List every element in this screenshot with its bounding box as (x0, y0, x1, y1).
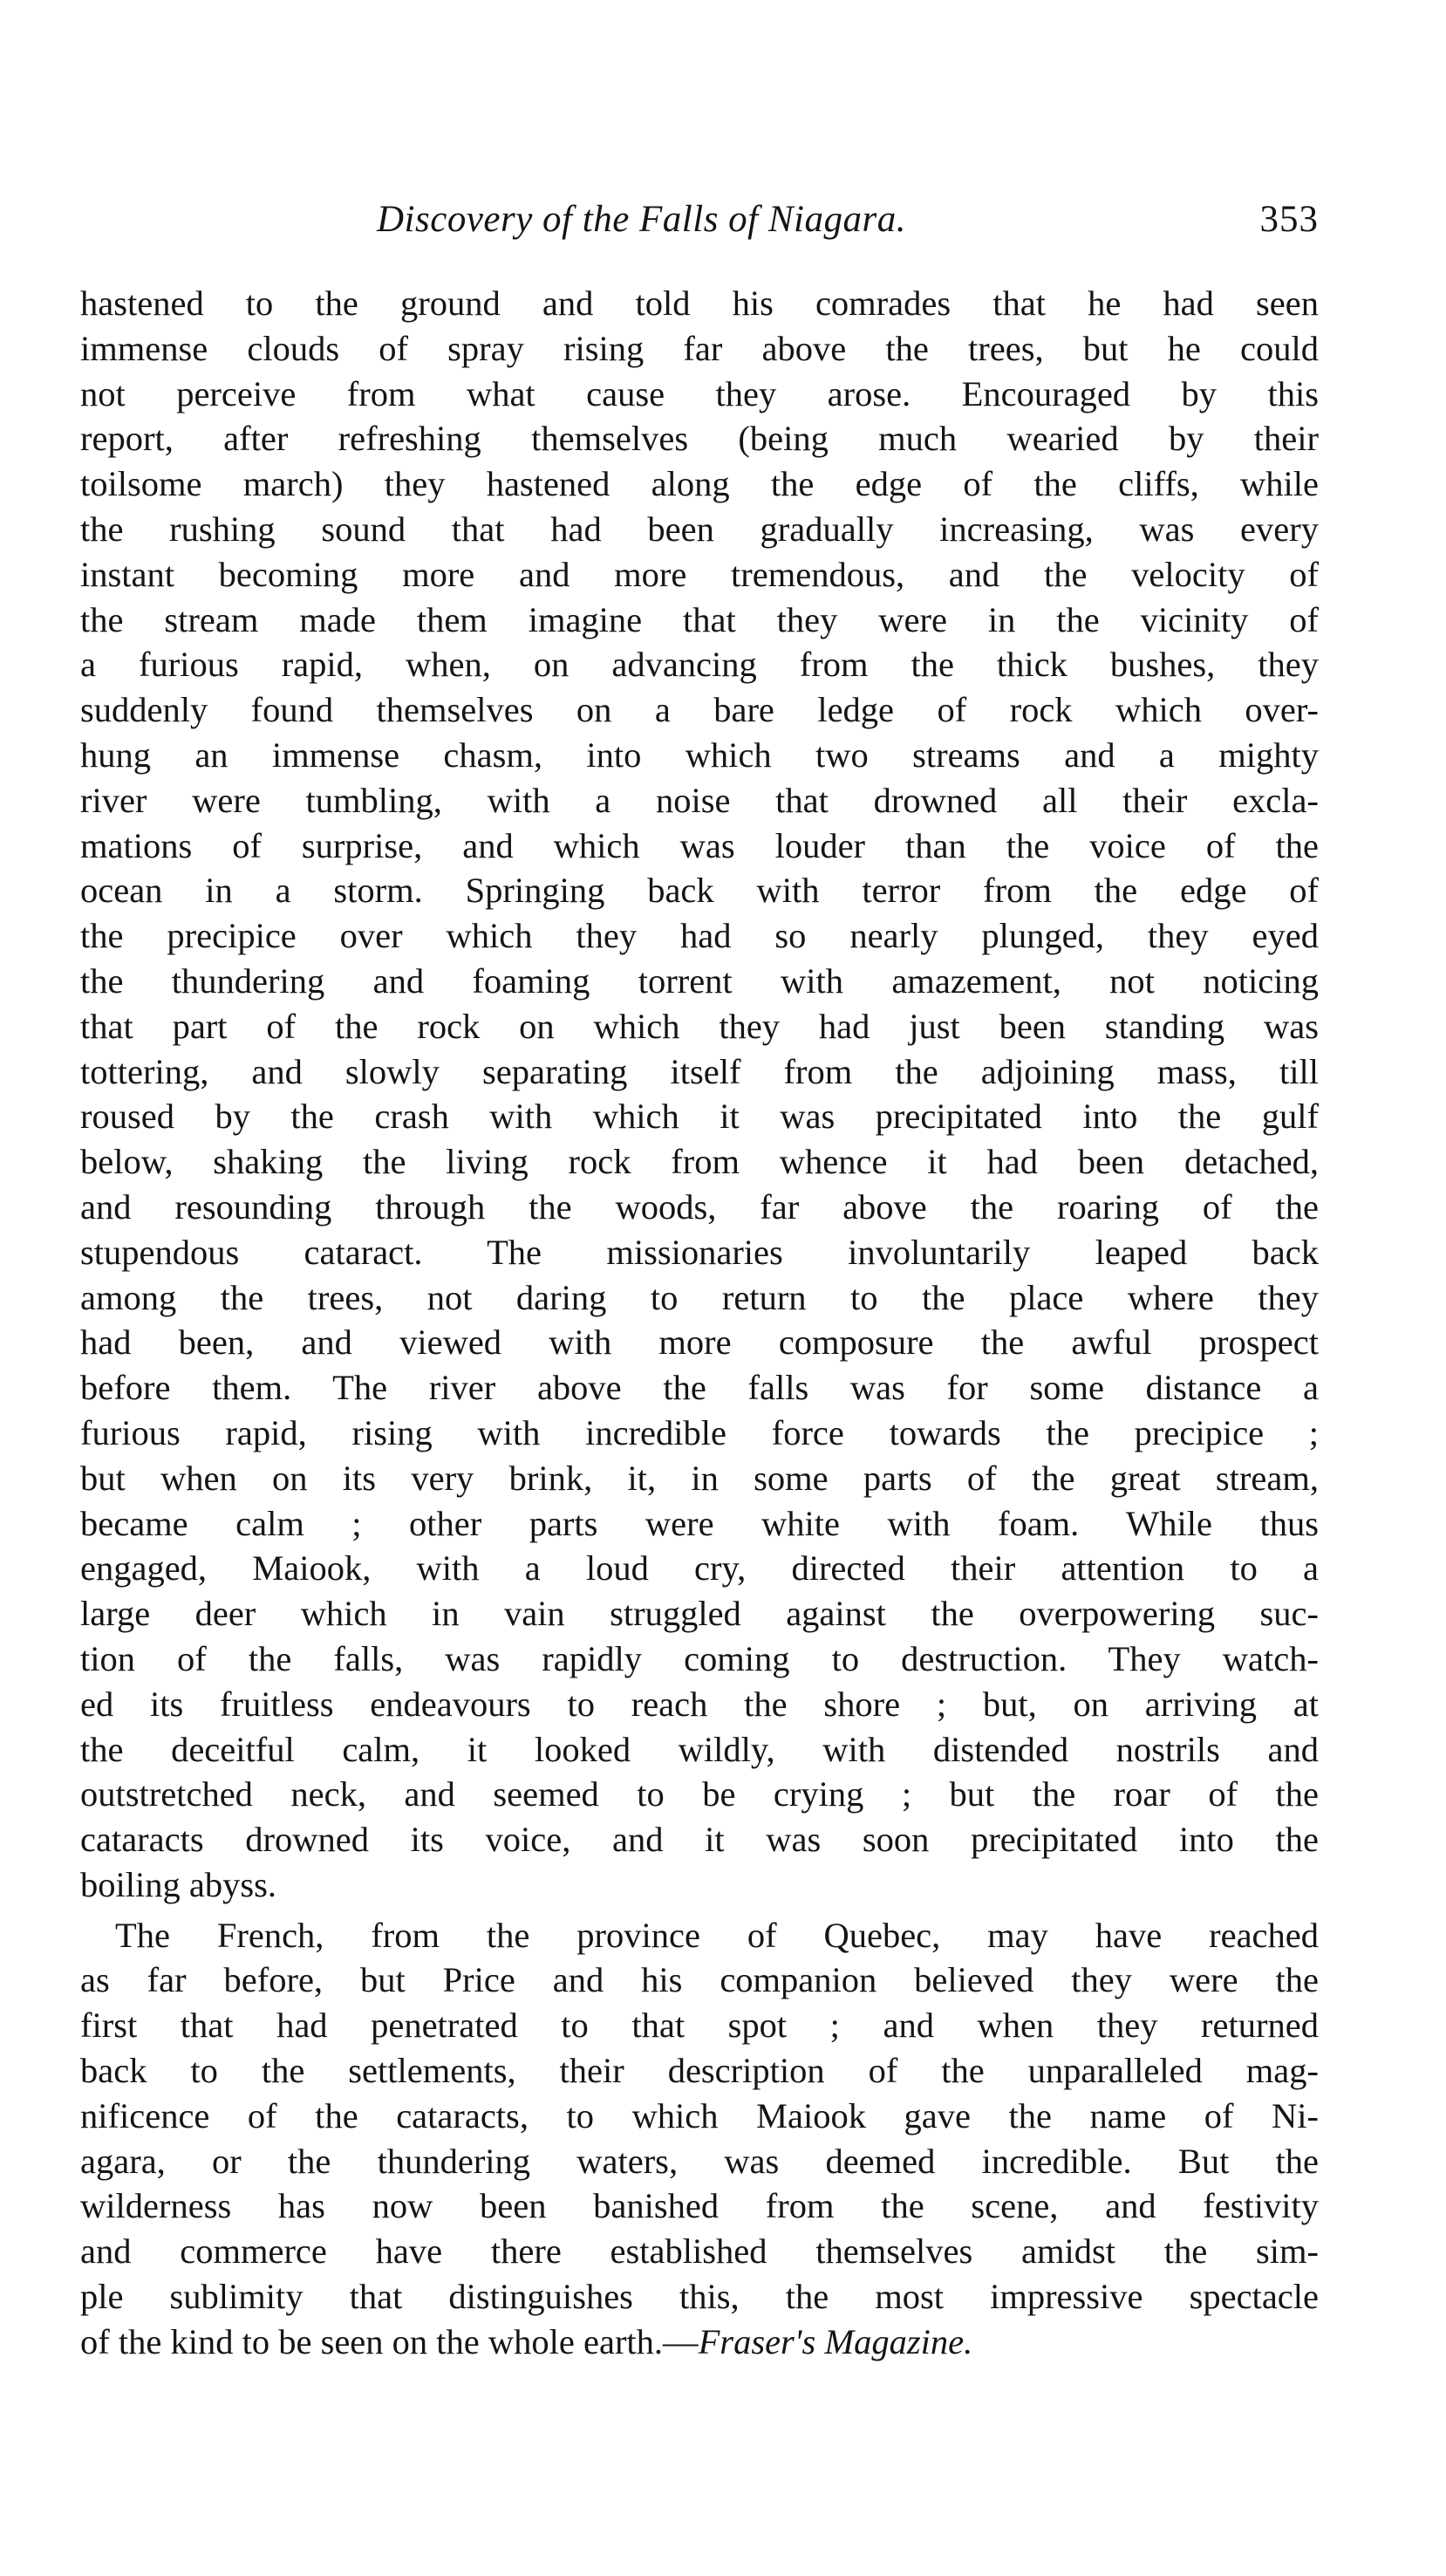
text-line: and resounding through the woods, far above the roaring of the (80, 1186, 1319, 1227)
text-line: and commerce have there established themselves amidst the sim- (80, 2231, 1319, 2272)
text-line: the precipice over which they had so nearly plunged, they eyed (80, 916, 1319, 956)
source-citation: Fraser's Magazine. (698, 2321, 973, 2361)
text-line: the rushing sound that had been gradually increasing, was every (80, 509, 1319, 549)
text-line: before them. The river above the falls was for some distance a (80, 1368, 1319, 1408)
page-number: 353 (1259, 199, 1319, 240)
text-line: mations of surprise, and which was louder than the voice of the (80, 825, 1319, 865)
text-line: not perceive from what cause they arose. Encouraged by this (80, 373, 1319, 413)
text-line: wilderness has now been banished from the scene, and festivity (80, 2186, 1319, 2226)
text-line: river were tumbling, with a noise that drowned all their excla- (80, 780, 1319, 820)
text-line: became calm ; other parts were white with foam. While thus (80, 1503, 1319, 1543)
text-line: the stream made them imagine that they were in the vicinity of (80, 599, 1319, 639)
text-line: the thundering and foaming torrent with amazement, not noticing (80, 960, 1319, 1001)
text-line: instant becoming more and more tremendous, and the velocity of (80, 554, 1319, 594)
text-line: back to the settlements, their description of the unparalleled mag- (80, 2051, 1319, 2091)
body-text (80, 281, 1319, 2365)
paragraph-1 (80, 281, 1319, 1908)
text-line: outstretched neck, and seemed to be crying ; but the roar of the (80, 1774, 1319, 1814)
text-line: had been, and viewed with more composure the awful prospect (80, 1322, 1319, 1363)
text-line: nificence of the cataracts, to which Maiook gave the name of Ni- (80, 2095, 1319, 2135)
text-line: tottering, and slowly separating itself from the adjoining mass, till (80, 1051, 1319, 1091)
text-line: large deer which in vain struggled against the overpowering suc- (80, 1594, 1319, 1634)
text-line: engaged, Maiook, with a loud cry, directed their attention to a (80, 1548, 1319, 1589)
text-line: furious rapid, rising with incredible force towards the precipice ; (80, 1412, 1319, 1452)
text-line: ed its fruitless endeavours to reach the shore ; but, on arriving at (80, 1684, 1319, 1724)
text-line: roused by the crash with which it was precipitated into the gulf (80, 1097, 1319, 1137)
paragraph-2 (80, 1913, 1319, 2365)
text-line: cataracts drowned its voice, and it was soon precipitated into the (80, 1820, 1319, 1860)
text-line: tion of the falls, was rapidly coming to destruction. They watch- (80, 1638, 1319, 1678)
text-line: boiling abyss. (80, 1864, 277, 1904)
page (80, 194, 1319, 2365)
running-head (80, 194, 1319, 246)
text-line: first that had penetrated to that spot ; and when they returned (80, 2005, 1319, 2046)
text-line: immense clouds of spray rising far above the trees, but he could (80, 328, 1319, 368)
text-line: ple sublimity that distinguishes this, the most impressive spectacle (80, 2277, 1319, 2317)
text-line: that part of the rock on which they had just been standing was (80, 1006, 1319, 1046)
text-line: a furious rapid, when, on advancing from the thick bushes, they (80, 645, 1319, 685)
text-line: report, after refreshing themselves (being much wearied by their (80, 419, 1319, 459)
text-line: below, shaking the living rock from whence it had been detached, (80, 1142, 1319, 1182)
text-line: among the trees, not daring to return to the place where they (80, 1277, 1319, 1317)
text-line: The French, from the province of Quebec, may have reached (115, 1915, 1319, 1955)
text-line: toilsome march) they hastened along the edge of the cliffs, while (80, 464, 1319, 504)
text-line: suddenly found themselves on a bare ledge of rock which over- (80, 690, 1319, 730)
running-title: Discovery of the Falls of Niagara. (377, 199, 906, 240)
text-line: but when on its very brink, it, in some parts of the great stream, (80, 1458, 1319, 1498)
text-line: the deceitful calm, it looked wildly, with distended nostrils and (80, 1729, 1319, 1769)
text-line: as far before, but Price and his companion believed they were the (80, 1960, 1319, 2000)
final-line-text: of the kind to be seen on the whole earth.— (80, 2321, 699, 2361)
text-line: hung an immense chasm, into which two streams and a mighty (80, 735, 1319, 775)
text-line: agara, or the thundering waters, was deemed incredible. But the (80, 2141, 1319, 2181)
text-line: ocean in a storm. Springing back with terror from the edge of (80, 871, 1319, 911)
final-line (80, 2320, 1319, 2365)
text-line: stupendous cataract. The missionaries involuntarily leaped back (80, 1232, 1319, 1272)
text-line: hastened to the ground and told his comrades that he had seen (80, 284, 1319, 323)
